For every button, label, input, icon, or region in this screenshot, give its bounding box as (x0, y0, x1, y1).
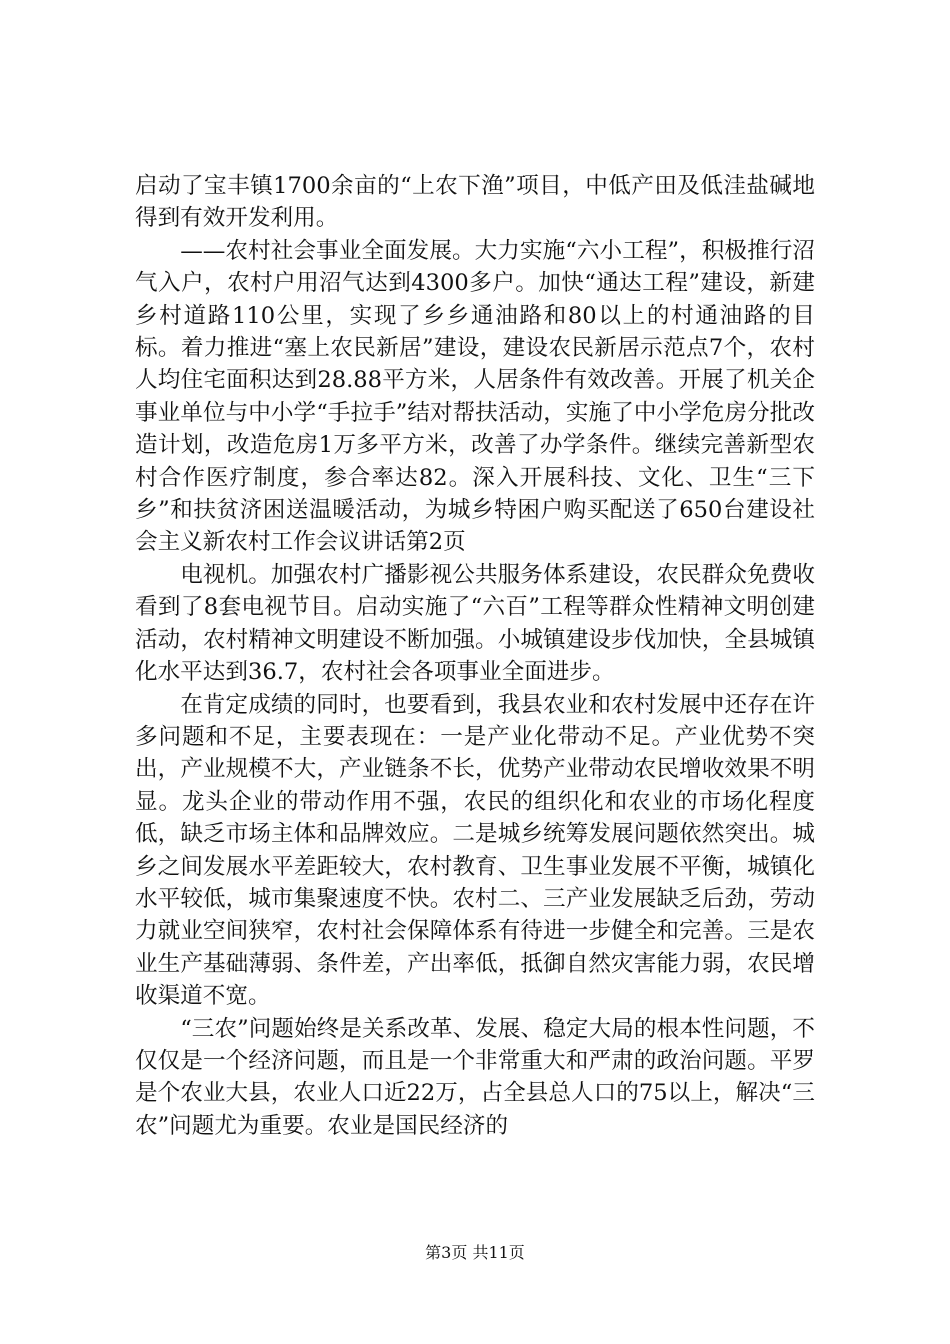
document-body (135, 170, 815, 1142)
paragraph-rural-social: ——农村社会事业全面发展。大力实施“六小工程”，积极推行沼气入户，农村户用沼气达到4300多户。加快“通达工程”建设，新建乡村道路110公里，实现了乡乡通油路和80以上的村通油路的目标。着力推进“塞上农民新居”建设，建设农民新居示范点7个，农村人均住宅面积达到28.88平方米，人居条件有效改善。开展了机关企事业单位与中小学“手拉手”结对帮扶活动，实施了中小学危房分批改造计划，改造危房1万多平方米，改善了办学条件。继续完善新型农村合作医疗制度，参合率达82。深入开展科技、文化、卫生“三下乡”和扶贫济困送温暖活动，为城乡特困户购买配送了650台建设社会主义新农村工作会议讲话第2页 (135, 237, 815, 556)
paragraph-problems: 在肯定成绩的同时，也要看到，我县农业和农村发展中还存在许多问题和不足，主要表现在：一是产业化带动不足。产业优势不突出，产业规模不大，产业链条不长，优势产业带动农民增收效果不明显。龙头企业的带动作用不强，农民的组织化和农业的市场化程度低，缺乏市场主体和品牌效应。二是城乡统筹发展问题依然突出。城乡之间发展水平差距较大，农村教育、卫生事业发展不平衡，城镇化水平较低，城市集聚速度不快。农村二、三产业发展缺乏后劲，劳动力就业空间狭窄，农村社会保障体系有待进一步健全和完善。三是农业生产基础薄弱、条件差，产出率低，抵御自然灾害能力弱，农民增收渠道不宽。 (135, 691, 815, 1010)
page-footer: 第3页 共11页 (425, 1243, 525, 1262)
paragraph-sannong: “三农”问题始终是关系改革、发展、稳定大局的根本性问题，不仅仅是一个经济问题，而且是一个非常重大和严肃的政治问题。平罗是个农业大县，农业人口近22万，占全县总人口的75以上，解决“三农”问题尤为重要。农业是国民经济的 (135, 1015, 815, 1139)
paragraph-television: 电视机。加强农村广播影视公共服务体系建设，农民群众免费收看到了8套电视节目。启动实施了“六百”工程等群众性精神文明创建活动，农村精神文明建设不断加强。小城镇建设步伐加快，全县城镇化水平达到36.7，农村社会各项事业全面进步。 (135, 561, 815, 686)
paragraph-continuation: 启动了宝丰镇1700余亩的“上农下渔”项目，中低产田及低洼盐碱地得到有效开发利用。 (135, 173, 815, 232)
